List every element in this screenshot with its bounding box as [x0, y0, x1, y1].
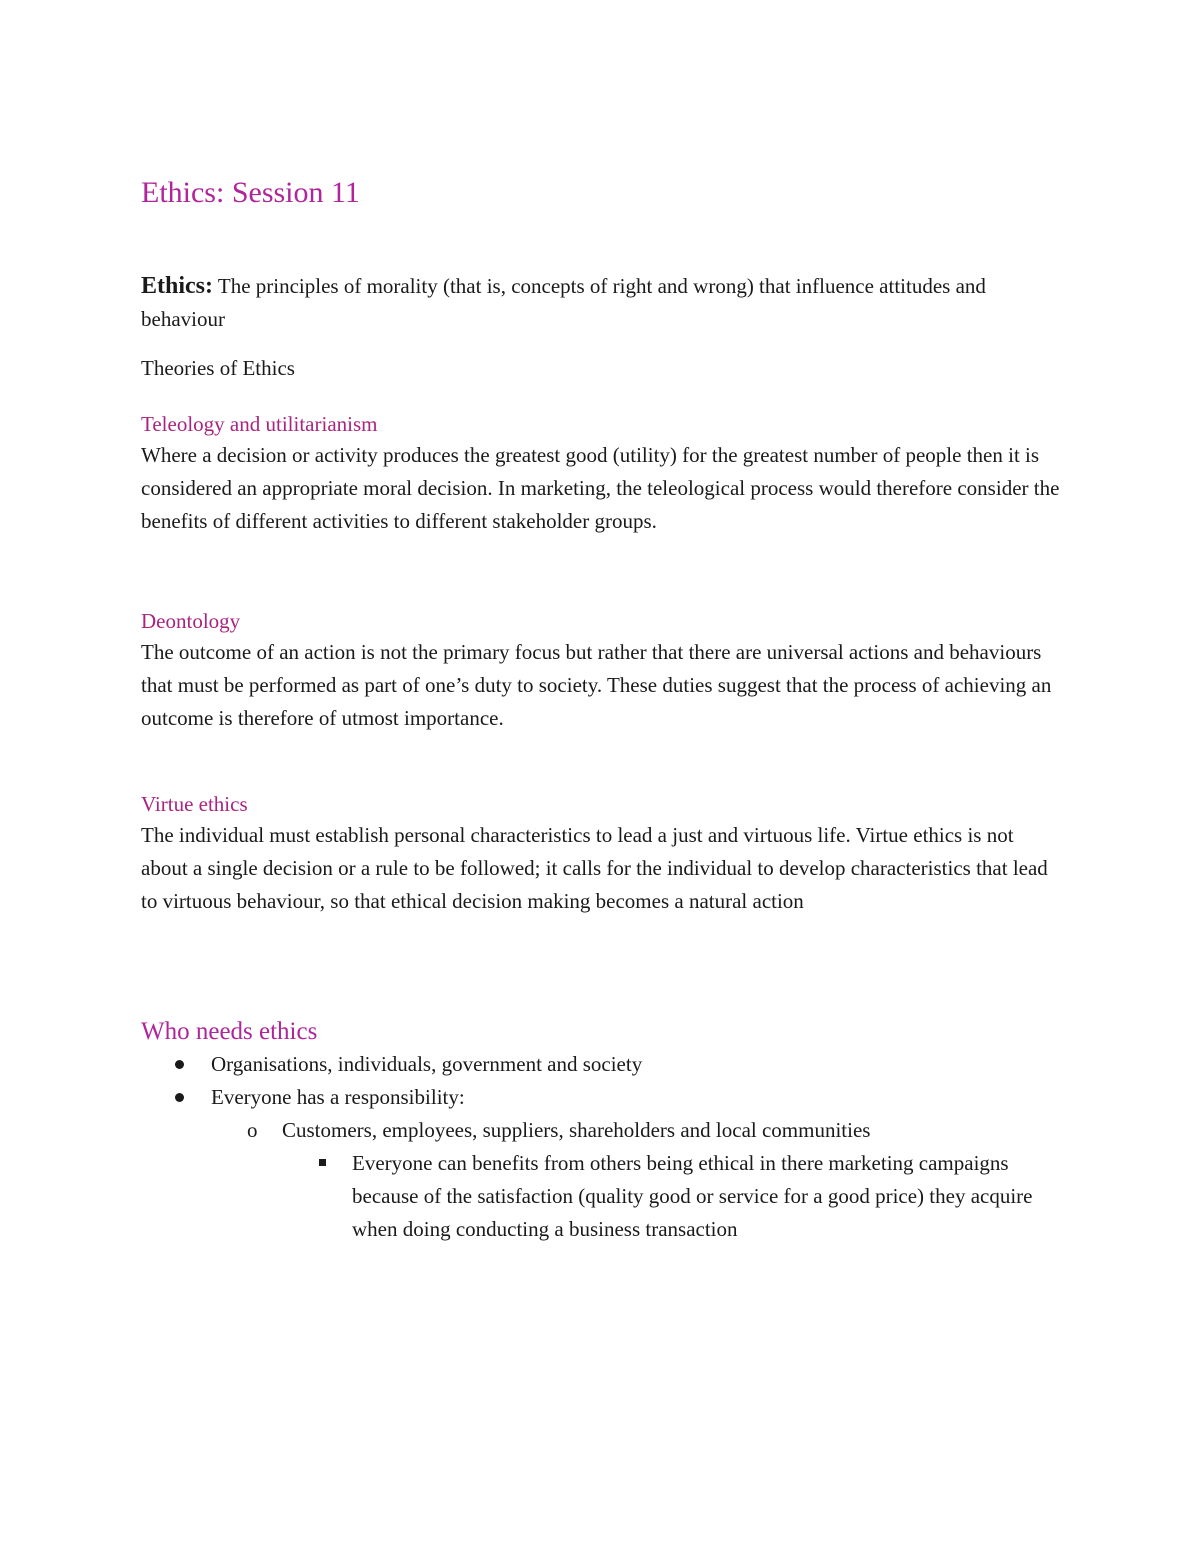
list-item: Everyone has a responsibility: — [141, 1081, 1061, 1114]
section-heading: Virtue ethics — [141, 792, 248, 816]
bullet-dot-icon — [175, 1060, 184, 1069]
who-needs-heading: Who needs ethics — [141, 1018, 318, 1045]
bullet-square-icon — [319, 1159, 326, 1166]
section-heading: Teleology and utilitarianism — [141, 412, 378, 436]
theories-heading: Theories of Ethics — [141, 356, 295, 380]
section-heading: Deontology — [141, 609, 241, 633]
section-virtue-ethics — [141, 789, 1061, 918]
section-body: The individual must establish personal characteristics to lead a just and virtuous life. Virtue ethics is not about a single decision or a rule to be followed; it calls for the individual to develop characteristics that lead to virtuous behaviour, so that ethical decision making becomes a natural action — [141, 823, 1048, 913]
section-deontology — [141, 606, 1061, 735]
list-item: Everyone can benefits from others being ethical in there marketing campaigns because of the satisfaction (quality good or service for a good price) they acquire when doing conducting a business transaction — [141, 1147, 1061, 1246]
bullet-dot-icon — [175, 1093, 184, 1102]
definition-term: Ethics: — [141, 273, 213, 299]
section-body: The outcome of an action is not the primary focus but rather that there are universal actions and behaviours that must be performed as part of one’s duty to society. These duties suggest that the process of achieving an outcome is therefore of utmost importance. — [141, 640, 1052, 730]
ethics-definition — [141, 270, 1061, 336]
section-teleology — [141, 409, 1061, 538]
definition-text: The principles of morality (that is, concepts of right and wrong) that influence attitudes and behaviour — [141, 274, 986, 331]
section-body: Where a decision or activity produces the greatest good (utility) for the greatest number of people then it is considered an appropriate moral decision. In marketing, the teleological process would therefore consider the benefits of different activities to different stakeholder groups. — [141, 443, 1060, 533]
list-item: Organisations, individuals, government and society — [141, 1048, 1061, 1081]
list-item: o Customers, employees, suppliers, shareholders and local communities — [141, 1114, 1061, 1147]
bullet-circle-icon: o — [247, 1118, 258, 1142]
page-title: Ethics: Session 11 — [141, 176, 360, 209]
